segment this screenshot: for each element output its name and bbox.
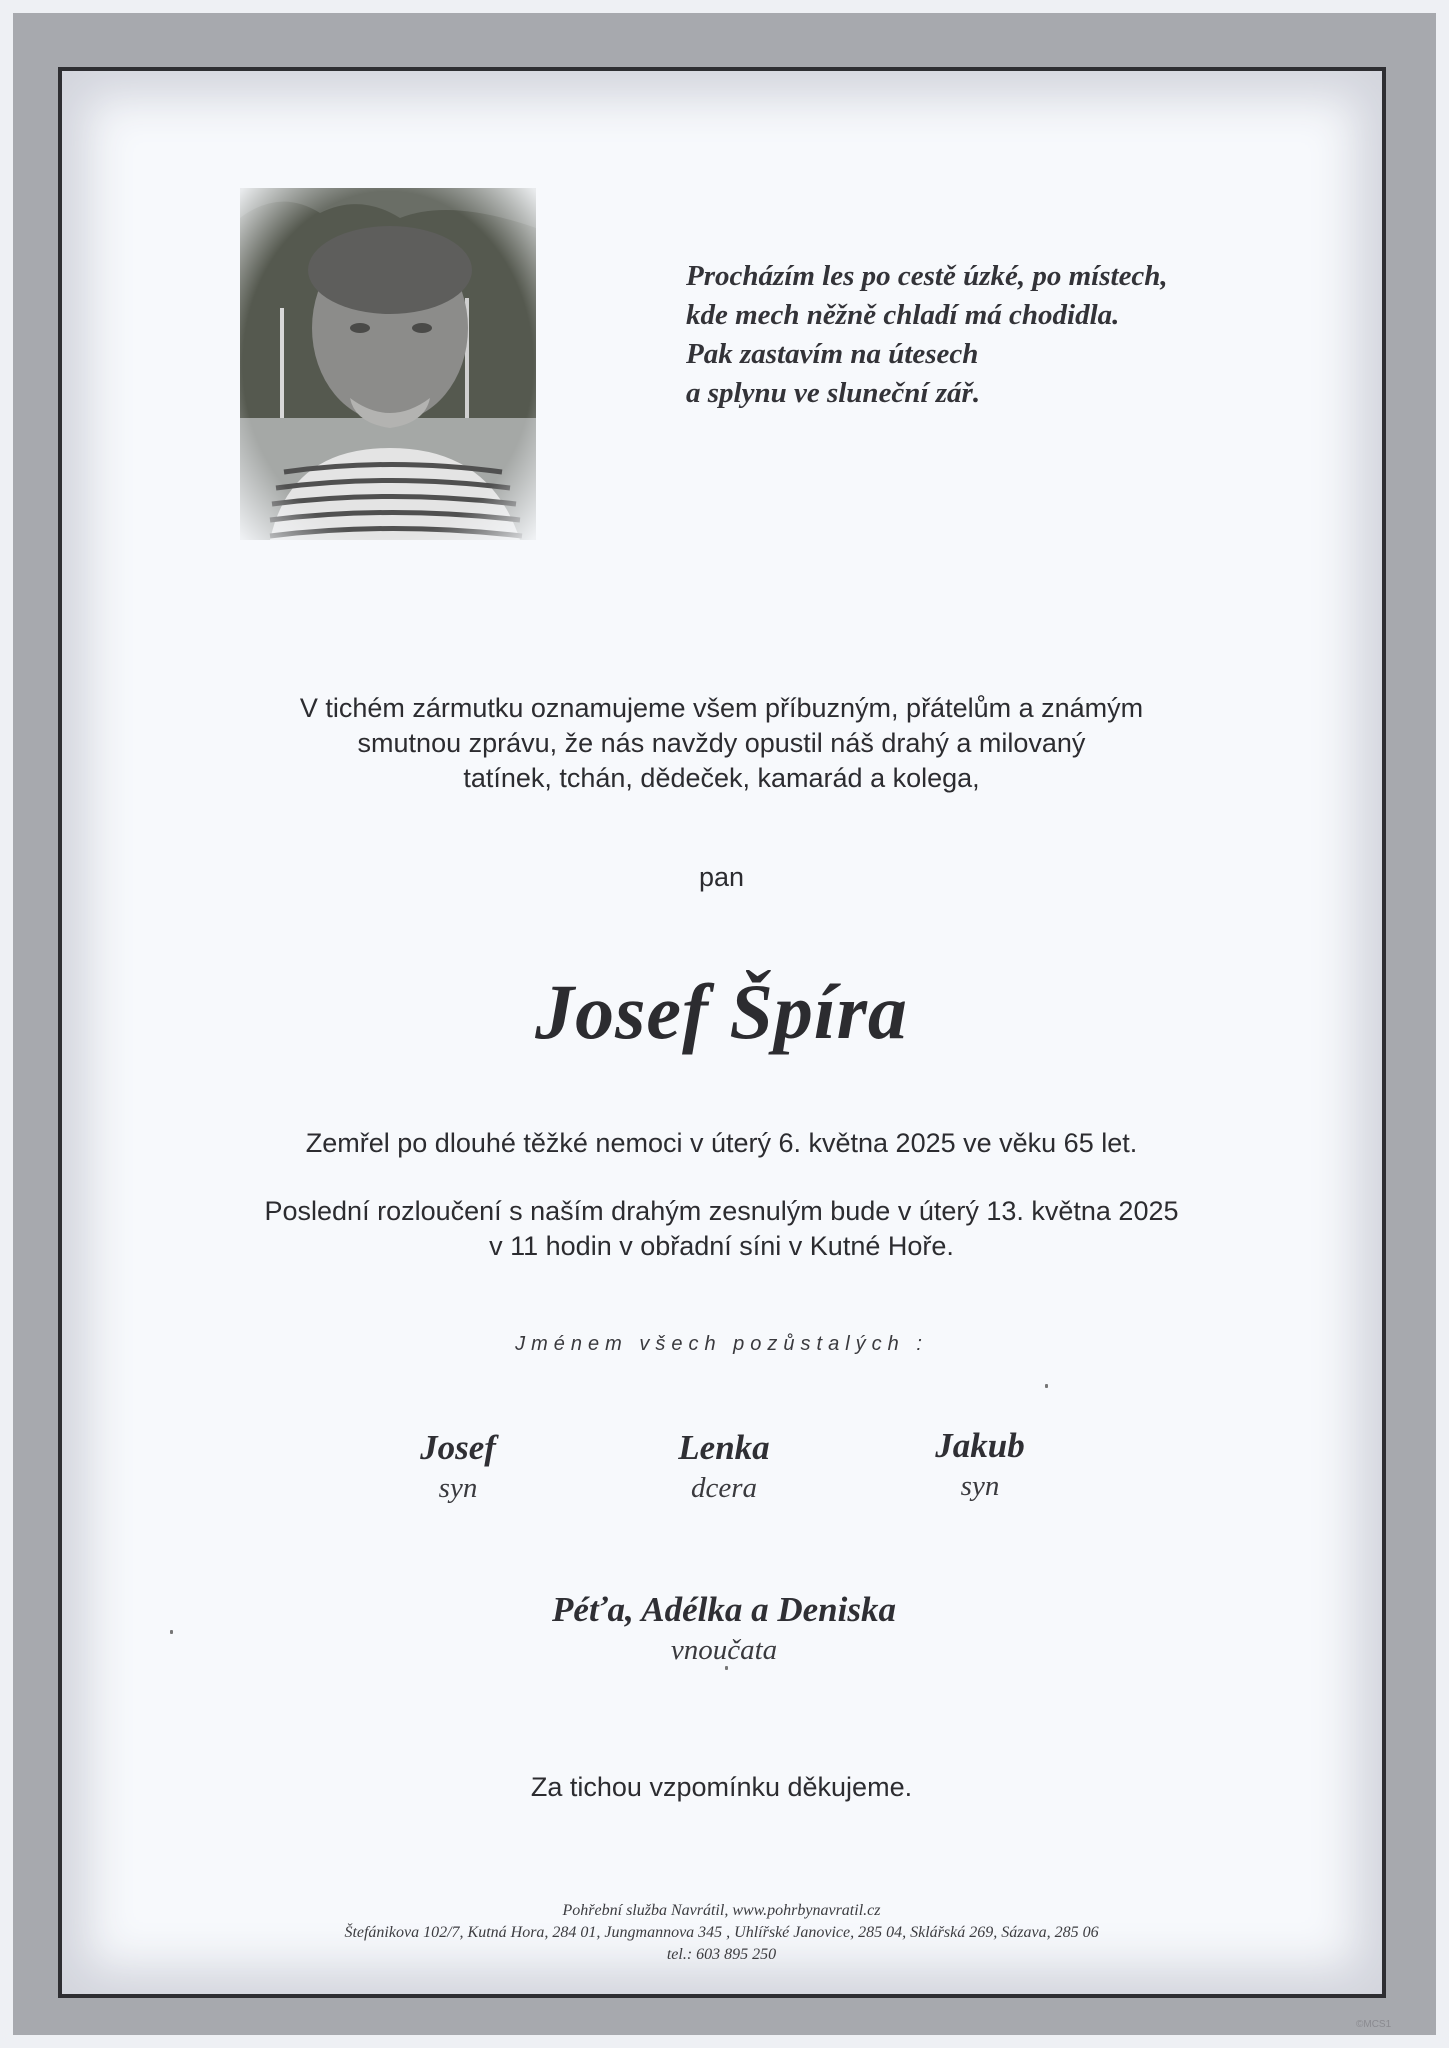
mourner-name: Lenka [678, 1428, 770, 1467]
poem-line: a splynu ve sluneční zář. [686, 377, 981, 409]
grandchildren-names: Péťa, Adélka a Deniska [552, 1590, 896, 1629]
footer-line: Pohřební služba Navrátil, www.pohrbynavratil.cz [562, 1902, 881, 1919]
announcement-line: V tichém zármutku oznamujeme všem příbuzným, přátelům a známým [299, 693, 1144, 723]
farewell-info [130, 1194, 1313, 1264]
grandchildren [474, 1588, 974, 1668]
scan-speck [725, 1666, 728, 1670]
mourner-relation: syn [438, 1472, 478, 1504]
footer-line: Štefánikova 102/7, Kutná Hora, 284 01, Jungmannova 345 , Uhlířské Janovice, 285 04, Sklářská 269, Sázava, 285 06 [344, 1924, 1099, 1941]
scan-speck [1045, 1384, 1048, 1388]
mourner-relation: dcera [690, 1472, 758, 1504]
corner-stamp: ©MCS1 [1356, 2019, 1392, 2030]
scan-speck [170, 1630, 173, 1634]
farewell-line: Poslední rozloučení s naším drahým zesnulým bude v úterý 13. května 2025 [264, 1196, 1179, 1226]
announcement-line: tatínek, tchán, dědeček, kamarád a kolega, [463, 763, 980, 793]
portrait-photo [240, 188, 536, 540]
grandchildren-relation: vnoučata [670, 1634, 778, 1666]
funeral-service-footer [130, 1900, 1313, 1966]
mourner [860, 1424, 1100, 1504]
mourner-relation: syn [960, 1470, 1000, 1502]
farewell-line: v 11 hodin v obřadní síni v Kutné Hoře. [489, 1231, 954, 1261]
death-notice: Zemřel po dlouhé těžké nemoci v úterý 6. května 2025 ve věku 65 let. [305, 1128, 1138, 1158]
honorific: pan [698, 862, 745, 892]
mourner [604, 1426, 844, 1506]
poem-line: Procházím les po cestě úzké, po místech, [686, 260, 1168, 292]
announcement [130, 691, 1313, 796]
poem-line: kde mech něžně chladí má chodidla. [686, 299, 1120, 331]
mourner-name: Josef [420, 1428, 496, 1467]
footer-line: tel.: 603 895 250 [666, 1946, 777, 1963]
deceased-name: Josef Špíra [535, 968, 908, 1055]
poem [686, 257, 1326, 413]
poem-line: Pak zastavím na útesech [686, 338, 979, 370]
portrait-image [240, 188, 536, 540]
mourner-name: Jakub [935, 1426, 1025, 1465]
announcement-line: smutnou zprávu, že nás navždy opustil náš drahý a milovaný [357, 728, 1086, 758]
on-behalf-heading: Jménem všech pozůstalých : [515, 1333, 928, 1355]
mourner [338, 1426, 578, 1506]
thanks-note: Za tichou vzpomínku děkujeme. [530, 1772, 913, 1802]
